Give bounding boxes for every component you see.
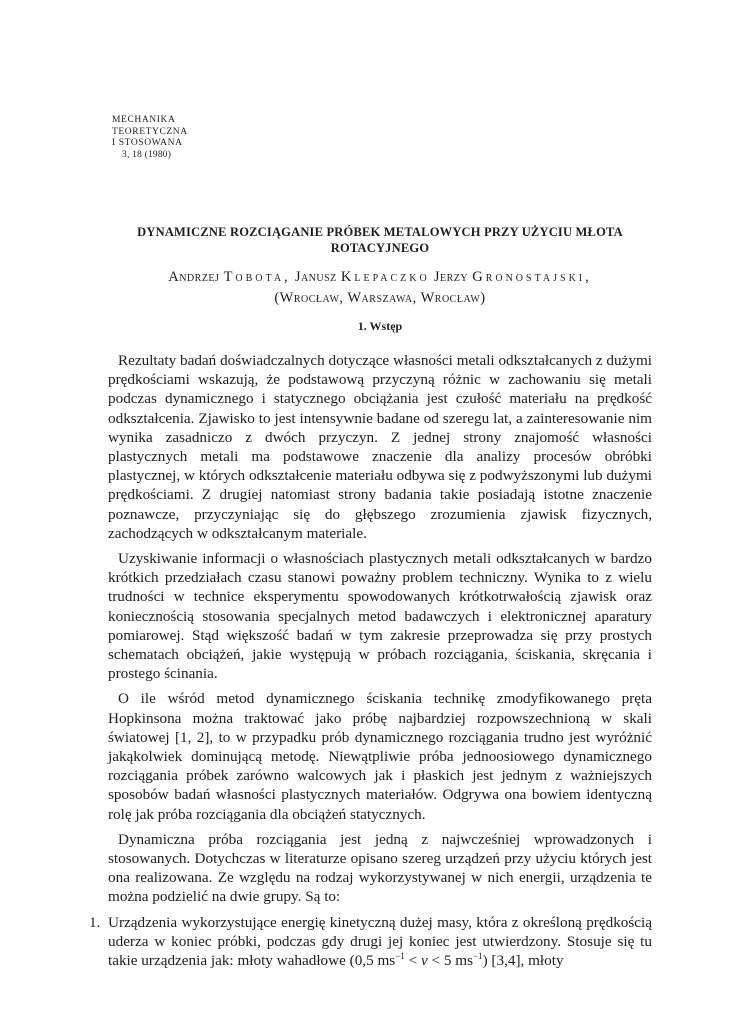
list-item-number: 1. (89, 913, 101, 931)
journal-name-line1: MECHANIKA (112, 115, 176, 125)
journal-name-line2: TEORETYCZNA (112, 126, 188, 137)
list-item-text-d: ) [3,4], młoty (482, 952, 564, 970)
velocity-symbol: v (420, 952, 428, 970)
list-item-text (108, 913, 652, 971)
authors-affiliations: (Wrocław, Warszawa, Wrocław) (274, 290, 486, 306)
authors-names (60, 267, 700, 288)
journal-header (112, 115, 188, 161)
list-item-text-c: < 5 ms (427, 952, 473, 970)
paper-title-line1: DYNAMICZNE ROZCIĄGANIE PRÓBEK METALOWYCH PRZY UŻYCIU MŁOTA (137, 225, 623, 239)
exponent-2: −1 (472, 951, 483, 962)
exponent-1: −1 (395, 951, 405, 962)
paper-title-line2: ROTACYJNEGO (330, 241, 430, 255)
paragraph-2: Uzyskiwanie informacji o własnościach plastycznych metali odkształcanych w bardzo krótkich przedziałach czasu stanowi poważny problem techniczny. Wynika to z wielu trudności w technice eksperymentu spowodowanych krótkotrwałością zjawisk oraz koniecznością stosowania specjalnych metod badawczych i elektronicznej aparatury pomiarowej. Stąd większość badań w tym zakresie przeprowadza się przy prostych schematach obciążeń, jakie występują w próbach rozciągania, ściskania, skręcania i prostego ścinania. (108, 550, 652, 683)
authors-block (60, 267, 700, 309)
paragraph-3: O ile wśród metod dynamicznego ściskania technikę zmodyfikowanego pręta Hopkinsona można traktować jako próbę najbardziej rozpowszechnioną w skali światowej [1, 2], to w przypadku prób dynamicznego rozciągania trudno jest wyróżnić jakąkolwiek dominującą metodę. Niewątpliwie próba jednoosiowego dynamicznego rozciągania próbek zarówno walcowych jak i płaskich jest jednym z ważniejszych sposobów badań własności plastycznych materiałów. Odgrywa ona bowiem identyczną rolę jak próba rozciągania dla obciążeń statycznych. (108, 690, 652, 823)
journal-issue: 3, 18 (1980) (122, 149, 172, 160)
list-item-1 (89, 913, 652, 971)
author3-last: Gronostajski, (472, 269, 592, 285)
list-item-text-a: Urządzenia wykorzystujące energię kinetyczną dużej masy, która z określoną prędkością uderza w koniec próbki, podczas gdy drugi jej koniec jest utwierdzony. Stosuje się tu takie urządzenia jak: młoty wahadłowe (0,5 ms (108, 913, 652, 970)
author1-first: Andrzej (168, 269, 220, 285)
author2-first: Janusz (294, 269, 337, 285)
journal-name-line3: I STOSOWANA (112, 138, 183, 148)
author3-first: Jerzy (433, 269, 469, 285)
section-heading: 1. Wstęp (357, 319, 403, 333)
paper-title (100, 224, 660, 256)
author2-last: Klepaczko (340, 269, 430, 285)
body-text (89, 351, 652, 970)
paragraph-1: Rezultaty badań doświadczalnych dotyczące własności metali odkształcanych z dużymi prędkościami wskazują, że podstawową przyczyną różnic w zachowaniu się metali podczas dynamicznego i statycznego obciążania jest czułość materiału na prędkość odkształcenia. Zjawisko to jest intensywnie badane od szeregu lat, a zainteresowanie nim wynika zasadniczo z dwóch przyczyn. Z jednej strony znajomość własności plastycznych metali ma podstawowe znaczenie dla analizy procesów obróbki plastycznej, w których odkształcenie materiału odbywa się z podwyższonymi lub dużymi prędkościami. Z drugiej natomiast strony badania takie posiadają istotne znaczenie poznawcze, przyczyniając się do głębszego zrozumienia zjawisk fizycznych, zachodzących w odkształcanym materiale. (108, 352, 652, 542)
paragraph-4: Dynamiczna próba rozciągania jest jedną z najwcześniej wprowadzonych i stosowanych. Dotychczas w literaturze opisano szereg urządzeń przy użyciu których jest ona realizowana. Ze względu na rodzaj wykorzystywanej w nich energii, urządzenia te można podzielić na dwie grupy. Są to: (108, 830, 652, 906)
author1-last: Tobota, (223, 269, 291, 285)
list-item-text-b: < (404, 952, 421, 970)
